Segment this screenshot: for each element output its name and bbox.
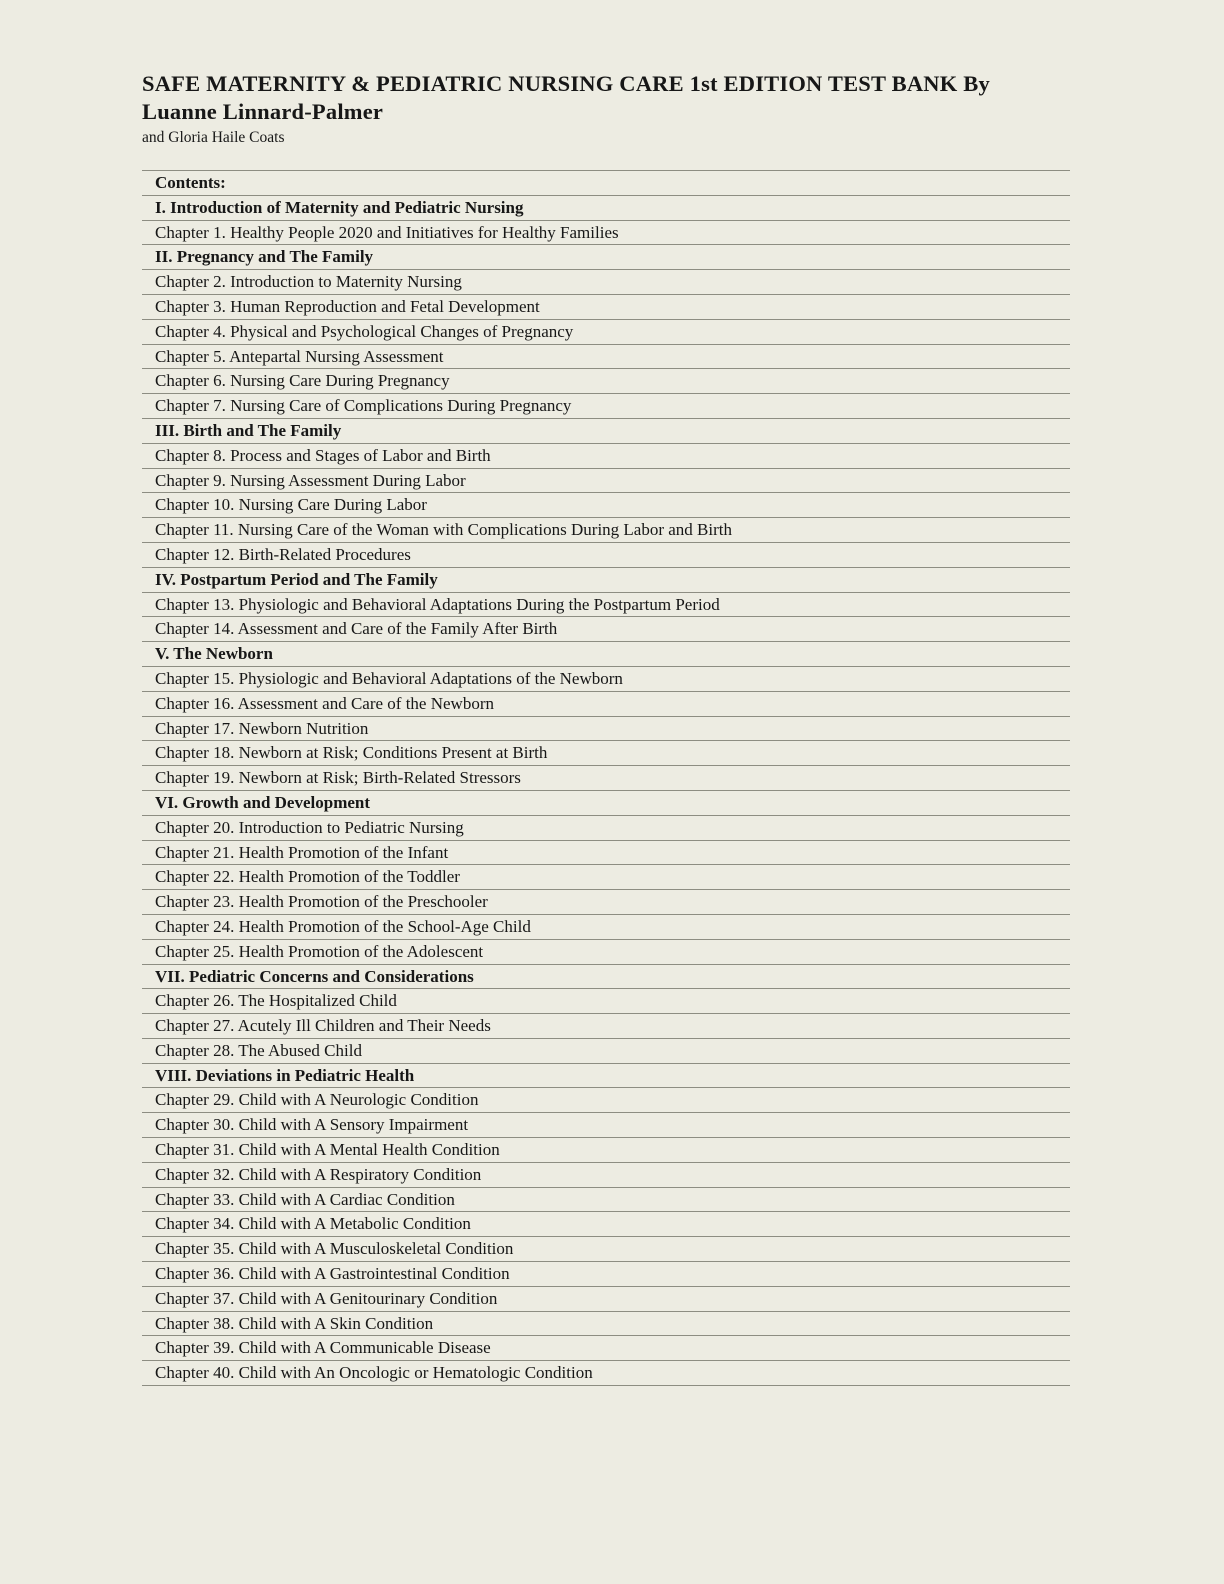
toc-chapter-row: Chapter 3. Human Reproduction and Fetal Development (142, 294, 1070, 319)
toc-chapter-row: Chapter 2. Introduction to Maternity Nursing (142, 269, 1070, 294)
toc-chapter-row: Chapter 21. Health Promotion of the Infant (142, 840, 1070, 865)
toc-chapter-row: Chapter 36. Child with A Gastrointestinal Condition (142, 1261, 1070, 1286)
toc-chapter-row: Chapter 4. Physical and Psychological Changes of Pregnancy (142, 319, 1070, 344)
toc-chapter-row: Chapter 9. Nursing Assessment During Labor (142, 468, 1070, 493)
toc-chapter-row: Chapter 7. Nursing Care of Complications During Pregnancy (142, 393, 1070, 418)
toc-chapter-row: Chapter 11. Nursing Care of the Woman with Complications During Labor and Birth (142, 517, 1070, 542)
toc-chapter-row: Chapter 14. Assessment and Care of the Family After Birth (142, 616, 1070, 641)
toc-chapter-row: Chapter 38. Child with A Skin Condition (142, 1311, 1070, 1336)
toc-chapter-row: Chapter 5. Antepartal Nursing Assessment (142, 344, 1070, 369)
toc-chapter-row: Chapter 39. Child with A Communicable Disease (142, 1335, 1070, 1360)
toc-section-row: II. Pregnancy and The Family (142, 244, 1070, 269)
toc-chapter-row: Chapter 10. Nursing Care During Labor (142, 492, 1070, 517)
document-header (142, 70, 1032, 148)
toc-chapter-row: Chapter 18. Newborn at Risk; Conditions Present at Birth (142, 740, 1070, 765)
toc-section-row: IV. Postpartum Period and The Family (142, 567, 1070, 592)
toc-chapter-row: Chapter 22. Health Promotion of the Toddler (142, 864, 1070, 889)
toc-chapter-row: Chapter 16. Assessment and Care of the Newborn (142, 691, 1070, 716)
toc-chapter-row: Chapter 1. Healthy People 2020 and Initiatives for Healthy Families (142, 220, 1070, 245)
toc-chapter-row: Chapter 13. Physiologic and Behavioral Adaptations During the Postpartum Period (142, 592, 1070, 617)
toc-chapter-row: Chapter 28. The Abused Child (142, 1038, 1070, 1063)
document-title: SAFE MATERNITY & PEDIATRIC NURSING CARE 1st EDITION TEST BANK By Luanne Linnard-Palmer (142, 71, 990, 124)
toc-chapter-row: Chapter 40. Child with An Oncologic or Hematologic Condition (142, 1360, 1070, 1385)
toc-chapter-row: Chapter 34. Child with A Metabolic Condition (142, 1211, 1070, 1236)
toc-section-row: VII. Pediatric Concerns and Considerations (142, 964, 1070, 989)
toc-chapter-row: Chapter 17. Newborn Nutrition (142, 716, 1070, 741)
toc-section-row: VI. Growth and Development (142, 790, 1070, 815)
toc-chapter-row: Chapter 27. Acutely Ill Children and Their Needs (142, 1013, 1070, 1038)
document-subtitle: and Gloria Haile Coats (142, 129, 285, 146)
toc-section-row: III. Birth and The Family (142, 418, 1070, 443)
toc-chapter-row: Chapter 26. The Hospitalized Child (142, 988, 1070, 1013)
toc-section-row: I. Introduction of Maternity and Pediatric Nursing (142, 195, 1070, 220)
toc-chapter-row: Chapter 30. Child with A Sensory Impairment (142, 1112, 1070, 1137)
toc-section-row: V. The Newborn (142, 641, 1070, 666)
toc-chapter-row: Chapter 6. Nursing Care During Pregnancy (142, 368, 1070, 393)
toc-section-row: VIII. Deviations in Pediatric Health (142, 1063, 1070, 1088)
toc-chapter-row: Chapter 32. Child with A Respiratory Condition (142, 1162, 1070, 1187)
toc-chapter-row: Chapter 8. Process and Stages of Labor and Birth (142, 443, 1070, 468)
toc-chapter-row: Chapter 19. Newborn at Risk; Birth-Related Stressors (142, 765, 1070, 790)
toc-chapter-row: Chapter 31. Child with A Mental Health Condition (142, 1137, 1070, 1162)
toc-chapter-row: Chapter 23. Health Promotion of the Preschooler (142, 889, 1070, 914)
table-of-contents (142, 170, 1070, 1386)
toc-chapter-row: Chapter 25. Health Promotion of the Adolescent (142, 939, 1070, 964)
toc-chapter-row: Chapter 29. Child with A Neurologic Condition (142, 1087, 1070, 1112)
toc-chapter-row: Chapter 33. Child with A Cardiac Condition (142, 1187, 1070, 1212)
toc-chapter-row: Chapter 35. Child with A Musculoskeletal Condition (142, 1236, 1070, 1261)
toc-chapter-row: Chapter 12. Birth-Related Procedures (142, 542, 1070, 567)
toc-chapter-row: Chapter 24. Health Promotion of the School-Age Child (142, 914, 1070, 939)
toc-section-row: Contents: (142, 170, 1070, 195)
toc-chapter-row: Chapter 20. Introduction to Pediatric Nursing (142, 815, 1070, 840)
toc-chapter-row: Chapter 15. Physiologic and Behavioral Adaptations of the Newborn (142, 666, 1070, 691)
toc-chapter-row: Chapter 37. Child with A Genitourinary Condition (142, 1286, 1070, 1311)
